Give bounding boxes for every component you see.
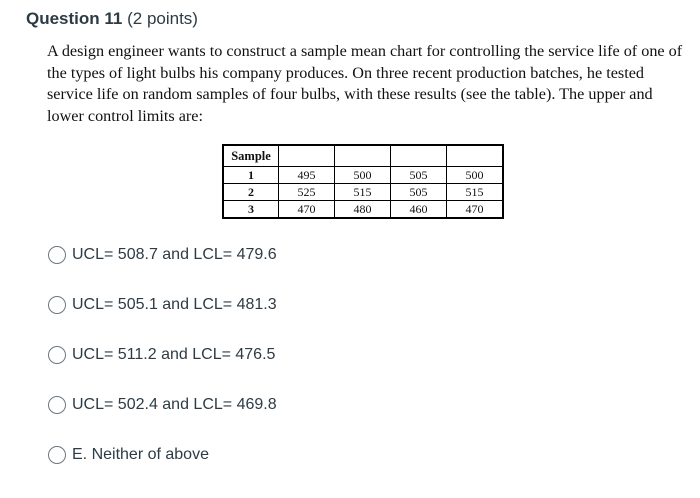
- table-row: [223, 201, 503, 219]
- answer-option-label: E. Neither of above: [72, 446, 209, 463]
- answer-option-label: UCL= 508.7 and LCL= 479.6: [72, 246, 277, 263]
- table-cell: 480: [335, 201, 391, 219]
- answer-option-label: UCL= 502.4 and LCL= 469.8: [72, 396, 277, 413]
- question-text: A design engineer wants to construct a sample mean chart for controlling the service life of one of the types of light bulbs his company produces. On three recent production batches, he tested service life on random samples of four bulbs, with these results (see the table). The upper and lower control limits are:: [47, 42, 683, 125]
- sample-number: 1: [223, 167, 279, 184]
- answer-option-c[interactable]: [48, 342, 275, 368]
- question-points: (2 points): [127, 9, 198, 28]
- table-cell: 500: [335, 167, 391, 184]
- question-title: [26, 9, 198, 29]
- radio-button[interactable]: [48, 296, 66, 314]
- table-cell: 505: [391, 167, 447, 184]
- table-cell: 515: [335, 184, 391, 201]
- answer-option-label: UCL= 505.1 and LCL= 481.3: [72, 296, 277, 313]
- table-row: [223, 167, 503, 184]
- table-cell: 460: [391, 201, 447, 219]
- table-cell: 515: [447, 184, 504, 201]
- table-cell: 525: [279, 184, 335, 201]
- answer-option-b[interactable]: [48, 292, 277, 318]
- table-header-blank: [279, 145, 335, 167]
- table-header-sample: Sample: [223, 145, 279, 167]
- sample-number: 2: [223, 184, 279, 201]
- table-row: [223, 184, 503, 201]
- sample-data-table: [222, 144, 504, 219]
- answer-option-d[interactable]: [48, 392, 277, 418]
- table-cell: 470: [279, 201, 335, 219]
- data-table-container: [222, 144, 504, 219]
- answer-option-a[interactable]: [48, 242, 277, 268]
- table-header-blank: [447, 145, 504, 167]
- table-cell: 505: [391, 184, 447, 201]
- radio-button[interactable]: [48, 346, 66, 364]
- radio-button[interactable]: [48, 396, 66, 414]
- sample-number: 3: [223, 201, 279, 219]
- table-header-row: [223, 145, 503, 167]
- radio-button[interactable]: [48, 246, 66, 264]
- table-header-blank: [391, 145, 447, 167]
- table-cell: 495: [279, 167, 335, 184]
- table-header-blank: [335, 145, 391, 167]
- radio-button[interactable]: [48, 446, 66, 464]
- table-cell: 470: [447, 201, 504, 219]
- table-cell: 500: [447, 167, 504, 184]
- answer-option-label: UCL= 511.2 and LCL= 476.5: [72, 346, 276, 363]
- question-number: Question 11: [26, 9, 123, 28]
- answer-option-e[interactable]: [48, 442, 209, 468]
